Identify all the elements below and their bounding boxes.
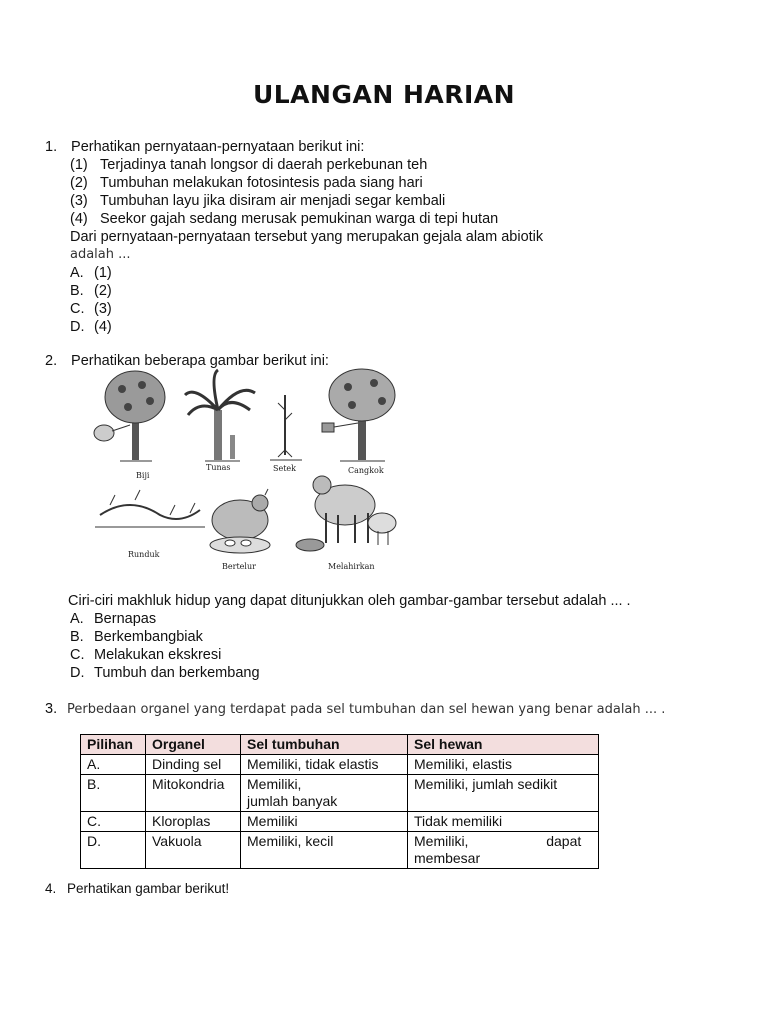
option-text: (4) — [94, 319, 112, 335]
q2-number: 2. — [45, 353, 58, 369]
q1-prompt: Perhatikan pernyataan-pernyataan berikut ini: — [71, 139, 365, 155]
q2-option-b — [70, 628, 203, 646]
option-letter: D. — [70, 319, 85, 335]
q1-statement-number: (2) — [70, 175, 88, 191]
reproduction-drawing — [90, 365, 410, 580]
table-row — [81, 832, 599, 869]
cell: Kloroplas — [146, 812, 241, 832]
cell: Memiliki, kecil — [241, 832, 408, 869]
q1-option-b — [70, 282, 112, 300]
option-text: (1) — [94, 265, 112, 281]
caption-melahirkan: Melahirkan — [328, 562, 375, 571]
q1-statement-text: Tumbuhan melakukan fotosintesis pada siang hari — [100, 175, 423, 191]
q1-statement-text: Seekor gajah sedang merusak pemukinan warga di tepi hutan — [100, 211, 499, 227]
option-text: Bernapas — [94, 611, 157, 627]
caption-setek: Setek — [273, 464, 297, 473]
cell: Memiliki, jumlah sedikit — [408, 775, 599, 812]
table-row — [81, 755, 599, 775]
cell: Memiliki, tidak elastis — [241, 755, 408, 775]
caption-biji: Biji — [136, 471, 150, 480]
q1-statement — [70, 210, 498, 228]
q1-number: 1. — [45, 139, 58, 155]
cell: Tidak memiliki — [408, 812, 599, 832]
option-text: Berkembangbiak — [94, 629, 203, 645]
header-pilihan: Pilihan — [81, 735, 146, 755]
q1-statement-text: Tumbuhan layu jika disiram air menjadi segar kembali — [100, 193, 446, 209]
option-text: Tumbuh dan berkembang — [94, 665, 260, 681]
q1-question-end: adalah ... — [70, 247, 131, 262]
q3-question: Perbedaan organel yang terdapat pada sel tumbuhan dan sel hewan yang benar adalah ... . — [67, 702, 666, 717]
q1-question: Dari pernyataan-pernyataan tersebut yang merupakan gejala alam abiotik — [70, 229, 544, 245]
q2-question: Ciri-ciri makhluk hidup yang dapat ditunjukkan oleh gambar-gambar tersebut adalah ... . — [68, 593, 631, 609]
cell: B. — [81, 775, 146, 812]
q3-line — [45, 700, 665, 719]
q2-option-c — [70, 646, 221, 664]
table-row — [81, 812, 599, 832]
option-letter: B. — [70, 629, 84, 645]
q4-prompt: Perhatikan gambar berikut! — [67, 881, 230, 896]
q1-statement-number: (3) — [70, 193, 88, 209]
caption-bertelur: Bertelur — [222, 562, 256, 571]
organelle-table — [80, 734, 599, 869]
goats-giving-birth-drawing — [296, 476, 396, 551]
q3-number: 3. — [45, 701, 58, 717]
q1-option-a — [70, 264, 112, 282]
table-row — [81, 775, 599, 812]
header-sel-tumbuhan: Sel tumbuhan — [241, 735, 408, 755]
q2-option-a — [70, 610, 156, 628]
q4-line — [45, 880, 229, 898]
option-letter: A. — [70, 265, 84, 281]
caption-runduk: Runduk — [128, 550, 160, 559]
option-letter: B. — [70, 283, 84, 299]
cell: C. — [81, 812, 146, 832]
caption-tunas: Tunas — [206, 463, 231, 472]
q1-prompt-line — [45, 138, 364, 156]
q1-option-d — [70, 318, 112, 336]
seed-tree-drawing — [94, 371, 165, 461]
q1-statement — [70, 174, 423, 192]
header-sel-hewan: Sel hewan — [408, 735, 599, 755]
q1-statement-text: Terjadinya tanah longsor di daerah perkebunan teh — [100, 157, 428, 173]
q2-prompt: Perhatikan beberapa gambar berikut ini: — [71, 353, 329, 369]
option-text: (2) — [94, 283, 112, 299]
option-text: Melakukan ekskresi — [94, 647, 222, 663]
graft-tree-drawing — [322, 369, 395, 461]
option-text: (3) — [94, 301, 112, 317]
q4-number: 4. — [45, 881, 57, 896]
layering-plant-drawing — [95, 490, 205, 527]
cell: Mitokondria — [146, 775, 241, 812]
hen-laying-eggs-drawing — [210, 489, 270, 553]
cell: Memiliki, elastis — [408, 755, 599, 775]
cell: Dinding sel — [146, 755, 241, 775]
q1-option-c — [70, 300, 112, 318]
cell: A. — [81, 755, 146, 775]
page-title: ULANGAN HARIAN — [252, 80, 516, 109]
q1-statement — [70, 156, 427, 174]
cell: Memiliki — [241, 812, 408, 832]
option-letter: D. — [70, 665, 85, 681]
option-letter: C. — [70, 301, 85, 317]
table-header-row — [81, 735, 599, 755]
cutting-drawing — [270, 395, 302, 460]
cell: D. — [81, 832, 146, 869]
banana-plant-drawing — [185, 370, 255, 461]
cell: Vakuola — [146, 832, 241, 869]
q1-statement — [70, 192, 445, 210]
caption-cangkok: Cangkok — [348, 466, 384, 475]
option-letter: C. — [70, 647, 85, 663]
reproduction-illustration — [90, 365, 410, 580]
q1-statement-number: (4) — [70, 211, 88, 227]
option-letter: A. — [70, 611, 84, 627]
q2-option-d — [70, 664, 260, 682]
header-organel: Organel — [146, 735, 241, 755]
cell: Memiliki, jumlah banyak — [241, 775, 408, 812]
cell: Memiliki, dapat membesar — [408, 832, 599, 869]
q1-statement-number: (1) — [70, 157, 88, 173]
